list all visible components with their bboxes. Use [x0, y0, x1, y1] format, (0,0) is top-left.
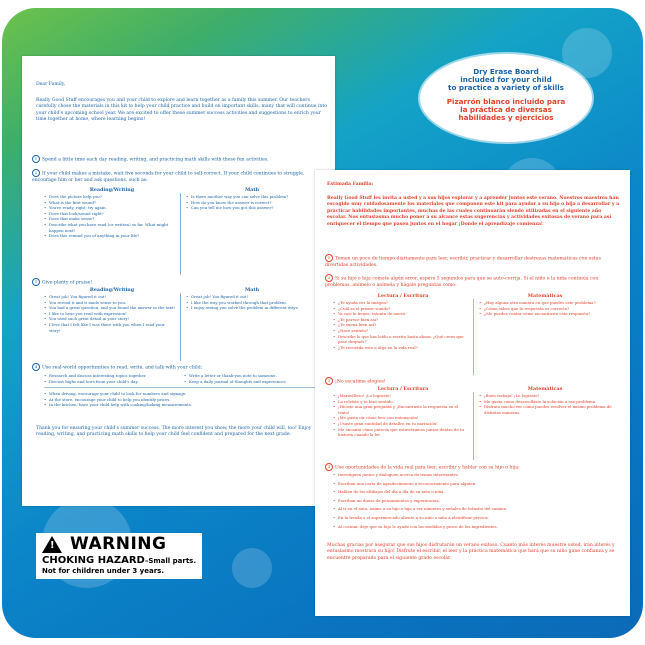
list-item: • I love that I felt like I was there with you when I read your story! — [44, 322, 176, 333]
divider — [44, 387, 326, 388]
warning-note: Not for children under 3 years. — [42, 567, 164, 575]
warning-title: WARNING — [70, 534, 167, 554]
list-item: • You had a great question, and you found the answer in the text! — [44, 305, 176, 311]
questions-math-list — [479, 300, 623, 317]
list-item: • Does that look/sound right? — [44, 211, 176, 217]
list-item: • Me gusta como desarrollaste la solución a ese problema. — [479, 399, 623, 405]
salutation: Estimada Familia: — [327, 182, 374, 187]
list-item: • Does that make sense? — [44, 216, 176, 222]
step-1-text: Tomen un poco de tiempo diariamente para leer, escribir, practicar y desarrollar destrezas matemáticas con estas divertidas actividades. — [325, 256, 601, 268]
list-item: • You reread it and it made sense to you. — [44, 300, 176, 306]
praise-math-list — [479, 393, 623, 415]
list-item: • Is there another way you can solve this problem? — [186, 194, 328, 200]
list-item: • ¿Hace sentido? — [333, 328, 469, 334]
step-3: 3 ¡No escatime elogios! — [325, 377, 621, 386]
warning-triangle-icon — [42, 536, 62, 553]
praise-reading-list — [333, 393, 469, 438]
column-heading-math: Matemáticas — [527, 293, 563, 299]
step-2: 2 Si su hijo o hija comete algún error, espere 5 segundos para que se auto-corrija. Si el niño o la niña continúa con problemas, anímelo o anímela y hágale preguntas como: — [325, 275, 599, 288]
promo-en-line-2: included for your child — [460, 75, 552, 84]
list-item: • Al cocinar, deje que su hijo le ayude con las medidas y pesos de los ingredientes. — [333, 524, 621, 530]
list-item: • You're ready, right; try again. — [44, 205, 176, 211]
real-world-left-list — [44, 373, 182, 384]
list-item: • Me encanta cómo parecía que estuviéramos juntos dentro de tu historia cuando la leí. — [333, 427, 469, 438]
list-item: • Lo releíste y te hizo sentido. — [333, 399, 469, 405]
list-item: • ¿Te parece bien así? — [333, 317, 469, 323]
list-item: • ¿Te ayuda ver la imagen? — [333, 300, 469, 306]
column-divider — [180, 293, 181, 361]
list-item: • What is the first sound? — [44, 200, 176, 206]
closing-paragraph: Muchas gracias por asegurar que sus hijos disfrutarán un verano exitoso. Cuanto más interés muestre usted, irán interés y entusiasmo mostrará su hijo! Disfrute el escribir, el leer y la práctica matemática que hará que su niño gane confianza y se encuentre preparado para el siguiente grado escolar. — [327, 543, 615, 561]
promo-en-line-3: to practice a variety of skills — [448, 83, 564, 92]
column-heading-math: Matemáticas — [527, 386, 563, 392]
spanish-letter-card — [315, 170, 630, 616]
dry-erase-board-callout — [420, 54, 592, 142]
list-item: • I enjoy seeing you solve the problem in different ways. — [186, 305, 328, 311]
real-world-full-list — [44, 391, 330, 408]
list-item: • Great job! You figured it out! — [186, 294, 328, 300]
step-3-text: ¡No escatime elogios! — [335, 379, 386, 385]
step-2-text: Si su hijo o hija comete algún error, espere 5 segundos para que se auto-corrija. Si el niño o la niña continúa con problemas, anímelo o anímela y hágale preguntas como: — [325, 276, 599, 288]
step-1: 1 Spend a little time each day reading, writing, and practicing math skills with these fun activities. — [32, 155, 332, 164]
questions-reading-list — [44, 194, 176, 239]
list-item: • En la tienda o el supermercado aliente a su niño o niña a identificar precios. — [333, 515, 621, 521]
column-heading-reading: Reading/Writing — [89, 287, 135, 293]
praise-math-list — [186, 294, 328, 311]
list-item: • Research and discuss interesting topics together. — [44, 373, 182, 379]
step-3-text: Give plenty of praise! — [42, 280, 93, 286]
decorative-bubble — [232, 548, 272, 588]
promo-es-line-3: habilidades y ejercicios — [458, 113, 554, 122]
list-item: • I like the way you worked through that problem. — [186, 300, 328, 306]
step-4-text: Use real-world opportunities to read, write, and talk with your child: — [42, 365, 203, 371]
questions-math-list — [186, 194, 328, 211]
praise-reading-list — [44, 294, 176, 333]
list-item: • ¡Me gusta oír cómo lees con entonación! — [333, 415, 469, 421]
real-world-right-list — [184, 373, 330, 384]
list-item: • ¿Cómo sabes que la respuesta es correcta? — [479, 306, 623, 312]
list-item: • Ya casi lo tienes; intenta de nuevo. — [333, 311, 469, 317]
promo-es-line-2: la práctica de diversas — [460, 105, 552, 114]
column-divider — [473, 392, 474, 460]
step-2-text: If your child makes a mistake, wait five seconds for your child to self-correct. If your child continues to struggle, encourage him or her and ask questions, such as: — [32, 171, 305, 183]
list-item: • I like to hear you read with expression! — [44, 311, 176, 317]
step-4: 4 Use oportunidades de la vida real para leer, escribir y hablar con su hijo o hija: — [325, 463, 621, 472]
list-item: • How do you know the answer is correct? — [186, 200, 328, 206]
closing-paragraph: Thank you for ensuring your child's summer success. The more interest you show, the more your child will, too! Enjoy reading, writing, and practicing math skills to help your child feel confident and prepared for the next grade. — [36, 426, 312, 438]
list-item: • You used such great detail in your story! — [44, 316, 176, 322]
english-letter-card — [22, 56, 335, 506]
list-item: • Escriban un diario de pensamientos y experiencias. — [333, 498, 621, 504]
column-divider — [473, 299, 474, 375]
real-world-list — [333, 472, 621, 532]
list-item: • Describe what you have read (or written) so far. What might happen next? — [44, 222, 176, 233]
intro-paragraph: Really Good Stuff les invita a usted y a sus hijos explorar y a aprender juntos este verano. Nuestros maestros han escogido muy cuidadosamente los materiales que componen este kit para ayudar a su hijo o hija a desarrollar y a practicar habilidades importantes, muchas de las cuales continuarán siendo utilizadas en el siguiente año escolar. Nos entusiasma mucho poner a su alcance estas sugerencias y actividades exitosas de verano para así enriquecer el tiempo que pasen juntos en el hogar ¡Donde el aprendizaje comienza! — [327, 196, 620, 227]
step-3: 3 Give plenty of praise! — [32, 278, 328, 287]
list-item: • Describe lo que has leído o escrito hasta ahora. ¿Qué crees que pase después? — [333, 334, 469, 345]
column-heading-math: Math — [244, 287, 260, 293]
column-heading-reading: Reading/Writing — [89, 187, 135, 193]
list-item: • ¡Buen trabajo! ¡Lo lograste! — [479, 393, 623, 399]
list-item: • In the kitchen, have your child help with cooking/baking measurements. — [44, 402, 330, 408]
step-2: 2 If your child makes a mistake, wait five seconds for your child to self-correct. If your child continues to struggle, encourage him or her and ask questions, such as: — [32, 170, 305, 183]
list-item: • ¿Te suena bien así? — [333, 322, 469, 328]
column-divider — [180, 193, 181, 275]
choking-hazard-warning — [36, 533, 202, 579]
step-4-text: Use oportunidades de la vida real para leer, escribir y hablar con su hijo o hija: — [335, 465, 520, 471]
list-item: • At the store, encourage your child to help you identify prices. — [44, 397, 330, 403]
list-item: • ¿Hay alguna otra manera en que puedes este problema? — [479, 300, 623, 306]
list-item: • ¿Me puedes contar cómo encontraste esta respuesta? — [479, 311, 623, 317]
list-item: • Keep a daily journal of thoughts and experiences. — [184, 379, 330, 385]
list-item: • ¡Maravilloso! ¡Lo lograste! — [333, 393, 469, 399]
list-item: • Disfruto mucho ver cómo puedes resolver el mismo problema de distintas maneras. — [479, 404, 623, 415]
list-item: • Write a letter or thank-you note to someone. — [184, 373, 330, 379]
list-item: • ¿Cuál es el primer sonido? — [333, 306, 469, 312]
list-item: • Does this remind you of anything in your life? — [44, 233, 176, 239]
list-item: • Escriban una carta de agradecimiento o reconocimiento para alguien. — [333, 481, 621, 487]
warning-hazard — [42, 555, 196, 566]
warning-hazard-text: CHOKING HAZARD — [42, 555, 145, 566]
list-item: • ¿Te recuerda esto a algo en la vida real? — [333, 345, 469, 351]
step-4: 4 Use real-world opportunities to read, write, and talk with your child: — [32, 363, 328, 372]
list-item: • ¡Hiciste una gran pregunta y ¡Encontraste la respuesta en el texto! — [333, 404, 469, 415]
warning-hazard-small: –Small parts. — [144, 557, 196, 565]
list-item: • Hablen de los altibajos del día a día de su niño o niña. — [333, 489, 621, 495]
step-1: 1 Tomen un poco de tiempo diariamente para leer, escribir, practicar y desarrollar destrezas matemáticas con estas divertidas actividades. — [325, 255, 601, 268]
list-item: • ¡Usaste gran cantidad de detalles en tu narración! — [333, 421, 469, 427]
intro-paragraph: Really Good Stuff encourages you and your child to explore and learn together as a family this summer. Our teachers carefully chose the materials in this kit to help your child practice and build on important skills, many that will continue into your child's upcoming school year. We are excited to offer these summer success activities and suggestions to enrich your time together at home, where learning begins! — [36, 98, 327, 123]
list-item: • Great job! You figured it out! — [44, 294, 176, 300]
list-item: • When driving, encourage your child to look for numbers and signage. — [44, 391, 330, 397]
questions-reading-list — [333, 300, 469, 350]
column-heading-reading: Lectura / Escritura — [377, 386, 429, 392]
salutation: Dear Family, — [36, 82, 66, 87]
promo-es-line-1: Pizarrón blanco incluido para — [446, 97, 566, 106]
column-heading-reading: Lectura / Escritura — [377, 293, 429, 299]
column-heading-math: Math — [244, 187, 260, 193]
list-item: • Al ir en el auto, anime a su hijo o hija a ver números y señales de tránsito del camino. — [333, 506, 621, 512]
list-item: • Does the picture help you? — [44, 194, 176, 200]
list-item: • Can you tell me how you got this answer? — [186, 205, 328, 211]
list-item: • Investiguen juntos y dialoguen acerca de temas interesantes. — [333, 472, 621, 478]
step-1-text: Spend a little time each day reading, writing, and practicing math skills with these fun activities. — [42, 157, 269, 163]
promo-en-line-1: Dry Erase Board — [473, 67, 539, 76]
list-item: • Discuss highs and lows from your child's day. — [44, 379, 182, 385]
